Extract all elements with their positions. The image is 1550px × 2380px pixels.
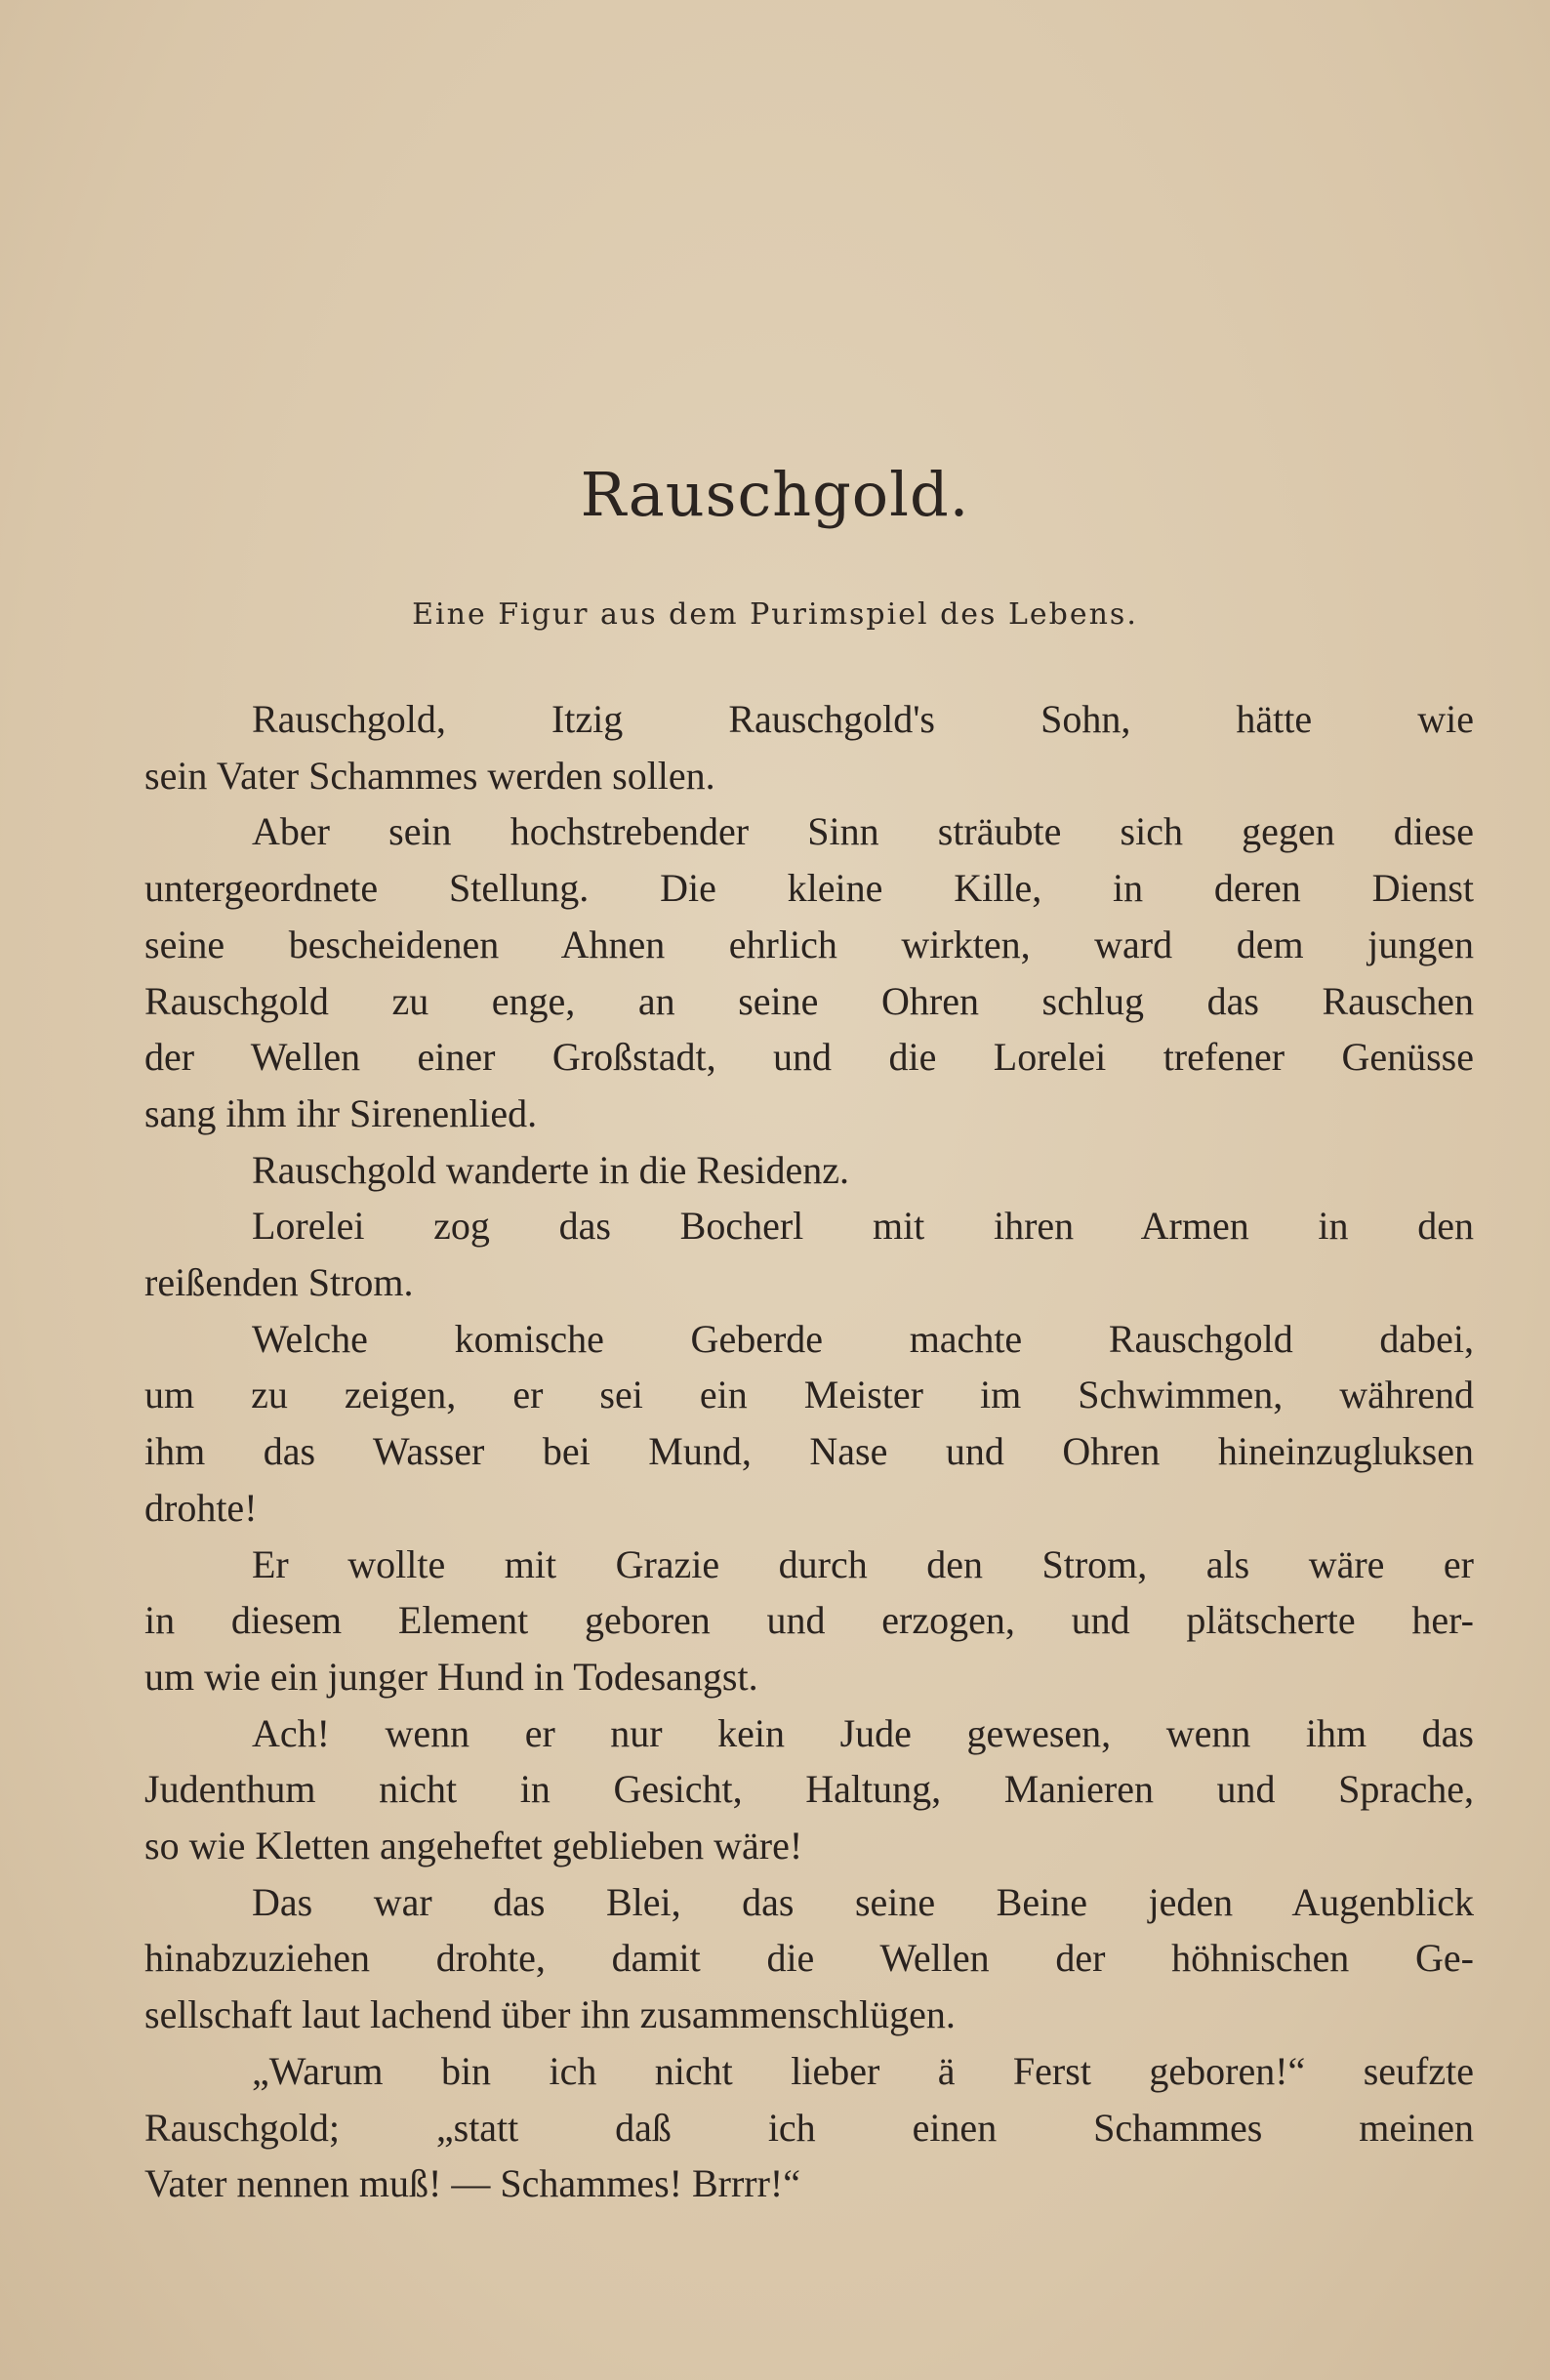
text-line: Rauschgold, Itzig Rauschgold's Sohn, hätte wie: [252, 697, 1474, 741]
text-line: Lorelei zog das Bocherl mit ihren Armen in den: [252, 1204, 1474, 1249]
text-line: drohte!: [144, 1485, 258, 1530]
paragraph: [144, 1198, 1474, 1310]
text-line: Vater nennen muß! — Schammes! Brrrr!“: [144, 2161, 800, 2206]
text-line: in diesem Element geboren und erzogen, und plätscherte her-: [144, 1598, 1474, 1643]
text-line: sein Vater Schammes werden sollen.: [144, 753, 715, 798]
text-line: ihm das Wasser bei Mund, Nase und Ohren hineinzugluksen: [144, 1429, 1474, 1474]
text-line: Aber sein hochstrebender Sinn sträubte sich gegen diese: [252, 809, 1474, 854]
paragraph: [144, 691, 1474, 803]
paragraph: [144, 1311, 1474, 1537]
text-line: Welche komische Geberde machte Rauschgold dabei,: [252, 1316, 1474, 1361]
paragraph: [144, 1705, 1474, 1874]
paragraph: [144, 1142, 1474, 1199]
text-line: der Wellen einer Großstadt, und die Lorelei trefener Genüsse: [144, 1035, 1474, 1080]
text-line: reißenden Strom.: [144, 1260, 414, 1305]
text-line: Rauschgold wanderte in die Residenz.: [252, 1147, 850, 1192]
paragraph: [144, 2043, 1474, 2212]
text-line: hinabzuziehen drohte, damit die Wellen der höhnischen Ge-: [144, 1936, 1474, 1981]
paragraph: [144, 1537, 1474, 1705]
text-line: Rauschgold zu enge, an seine Ohren schlug das Rauschen: [144, 978, 1474, 1023]
text-line: Ach! wenn er nur kein Jude gewesen, wenn ihm das: [252, 1710, 1474, 1755]
text-line: sang ihm ihr Sirenenlied.: [144, 1090, 538, 1135]
paragraph: [144, 1874, 1474, 2043]
text-line: „Warum bin ich nicht lieber ä Ferst geboren!“ seufzte: [252, 2048, 1474, 2093]
text-line: sellschaft laut lachend über ihn zusammenschlügen.: [144, 1992, 956, 2037]
text-line: Rauschgold; „statt daß ich einen Schammes meinen: [144, 2105, 1474, 2150]
text-line: um zu zeigen, er sei ein Meister im Schwimmen, während: [144, 1373, 1474, 1417]
text-line: Das war das Blei, das seine Beine jeden Augenblick: [252, 1879, 1474, 1924]
text-line: untergeordnete Stellung. Die kleine Kille, in deren Dienst: [144, 866, 1474, 911]
text-line: so wie Kletten angeheftet geblieben wäre!: [144, 1824, 803, 1868]
chapter-title: Rauschgold.: [580, 459, 970, 530]
text-line: um wie ein junger Hund in Todesangst.: [144, 1654, 758, 1699]
body-text: [144, 691, 1474, 2212]
text-line: Er wollte mit Grazie durch den Strom, als wäre er: [252, 1541, 1474, 1586]
chapter-subtitle: Eine Figur aus dem Purimspiel des Lebens.: [412, 597, 1138, 632]
text-line: seine bescheidenen Ahnen ehrlich wirkten, ward dem jungen: [144, 922, 1474, 966]
paragraph: [144, 803, 1474, 1141]
text-line: Judenthum nicht in Gesicht, Haltung, Manieren und Sprache,: [144, 1767, 1474, 1812]
